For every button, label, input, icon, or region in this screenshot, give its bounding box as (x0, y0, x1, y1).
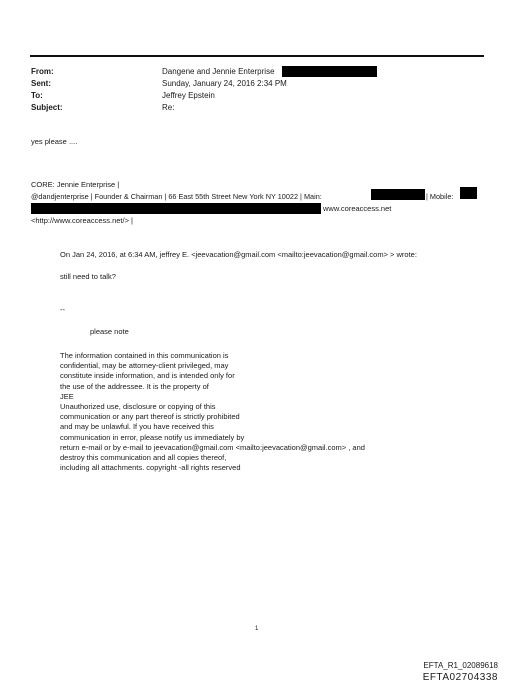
redaction-box (31, 203, 321, 214)
quote-attribution: On Jan 24, 2016, at 6:34 AM, jeffrey E. <jeevacation@gmail.com <mailto:jeevacation@gmail.com> > wrote: (60, 250, 417, 259)
reply-text: yes please .... (31, 137, 78, 146)
note-heading: please note (90, 327, 129, 336)
bates-number-primary: EFTA_R1_02089618 (423, 661, 498, 670)
from-value: Dangene and Jennie Enterprise (162, 67, 275, 76)
disclaimer-line: communication in error, please notify us immediately by (60, 432, 245, 442)
redaction-box (460, 187, 477, 199)
signature-link: <http://www.coreaccess.net/> | (31, 216, 133, 225)
signature-mobile-label: | Mobile: (426, 192, 454, 201)
signature-website: www.coreaccess.net (323, 204, 392, 213)
signature-separator: -- (60, 305, 65, 314)
disclaimer-line: the use of the addressee. It is the property of (60, 381, 209, 391)
disclaimer-line: confidential, may be attorney-client privileged, may (60, 361, 229, 371)
redaction-box (282, 66, 377, 77)
subject-value: Re: (162, 103, 175, 112)
sent-value: Sunday, January 24, 2016 2:34 PM (162, 79, 287, 88)
signature-line-2: @dandjenterprise | Founder & Chairman | 66 East 55th Street New York NY 10022 | Main: (31, 192, 322, 201)
disclaimer-line: constitute inside information, and is intended only for (60, 371, 235, 381)
header-divider (30, 55, 484, 57)
disclaimer-line: communication or any part thereof is strictly prohibited (60, 412, 240, 422)
disclaimer-line: Unauthorized use, disclosure or copying of this (60, 402, 216, 412)
quoted-message: still need to talk? (60, 272, 116, 281)
subject-label: Subject: (31, 103, 63, 112)
disclaimer-line: including all attachments. copyright -all rights reserved (60, 463, 241, 473)
disclaimer-line: destroy this communication and all copies thereof, (60, 453, 227, 463)
bates-number-secondary: EFTA02704338 (422, 672, 498, 683)
to-label: To: (31, 91, 43, 100)
disclaimer-block (60, 351, 365, 473)
disclaimer-line: JEE (60, 391, 74, 401)
disclaimer-line: The information contained in this communication is (60, 351, 229, 360)
sent-label: Sent: (31, 79, 51, 88)
disclaimer-line: return e-mail or by e-mail to jeevacation@gmail.com <mailto:jeevacation@gmail.com> , and (60, 442, 365, 452)
page-number: 1 (255, 626, 259, 632)
from-label: From: (31, 67, 54, 76)
to-value: Jeffrey Epstein (162, 91, 215, 100)
disclaimer-line: and may be unlawful. If you have received this (60, 422, 214, 432)
redaction-box (371, 189, 425, 200)
signature-line-1: CORE: Jennie Enterprise | (31, 180, 120, 189)
